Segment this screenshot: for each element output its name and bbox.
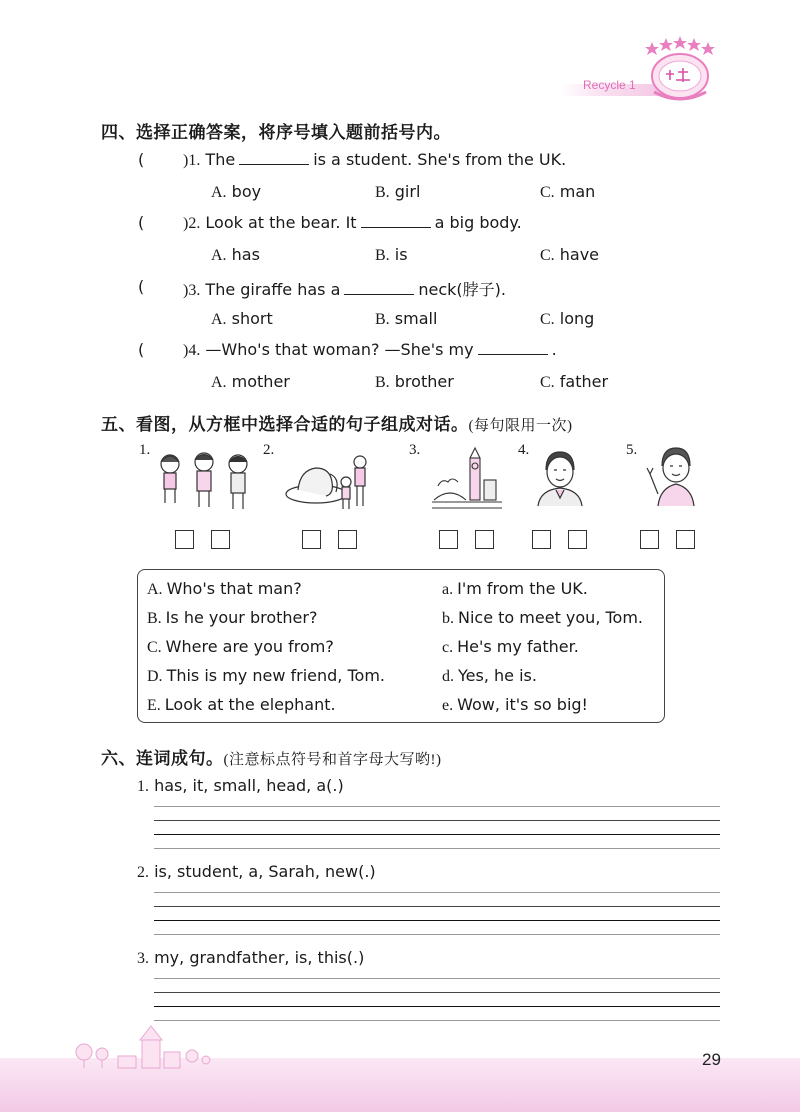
writing-lines-2[interactable] xyxy=(154,892,720,936)
item-words: is, student, a, Sarah, new(.) xyxy=(154,862,376,881)
question-3 xyxy=(183,277,506,300)
option-b[interactable] xyxy=(375,182,420,202)
option-a[interactable] xyxy=(211,372,290,392)
choice-letter: d. xyxy=(442,668,454,685)
answer-paren-open[interactable]: ( xyxy=(138,213,145,232)
choice-text: Is he your brother? xyxy=(165,608,318,627)
question-text-post: neck(脖子). xyxy=(418,280,506,299)
section4-title: 四、选择正确答案，将序号填入题前括号内。 xyxy=(101,123,451,143)
choice-text: Where are you from? xyxy=(165,637,334,656)
choice-letter: b. xyxy=(442,610,454,627)
answer-box-5b[interactable] xyxy=(676,530,695,549)
answer-paren-open[interactable]: ( xyxy=(138,150,145,169)
choice-text: Nice to meet you, Tom. xyxy=(458,608,644,627)
question-1 xyxy=(183,150,566,170)
choice-text: Who's that man? xyxy=(166,579,302,598)
question-text-pre: —Who's that woman? —She's my xyxy=(205,340,474,359)
badge-logo xyxy=(632,30,728,108)
option-text: brother xyxy=(394,372,454,391)
choice-text: Look at the elephant. xyxy=(164,695,336,714)
choice-b xyxy=(442,608,643,628)
question-number: )1. xyxy=(183,152,201,169)
section6-title xyxy=(101,744,442,769)
choice-B xyxy=(147,608,317,628)
item-words: has, it, small, head, a(.) xyxy=(154,776,344,795)
picture-number-1: 1. xyxy=(139,442,151,458)
choice-letter: E. xyxy=(147,697,161,714)
question-text-post: a big body. xyxy=(434,213,522,232)
answer-box-3a[interactable] xyxy=(439,530,458,549)
picture-number-4: 4. xyxy=(518,442,530,458)
picture-number-2: 2. xyxy=(263,442,275,458)
option-letter: A. xyxy=(211,311,227,328)
fill-blank xyxy=(361,213,431,228)
answer-box-2b[interactable] xyxy=(338,530,357,549)
question-number: )2. xyxy=(183,215,201,232)
option-letter: A. xyxy=(211,247,227,264)
option-text: girl xyxy=(394,182,421,201)
choice-text: This is my new friend, Tom. xyxy=(166,666,385,685)
section5-title-text: 五、看图，从方框中选择合适的句子组成对话。 xyxy=(101,415,469,435)
option-letter: B. xyxy=(375,311,390,328)
illustration-london-big-ben xyxy=(430,446,504,514)
choice-text: I'm from the UK. xyxy=(457,579,588,598)
choice-letter: a. xyxy=(442,581,454,598)
question-number: )3. xyxy=(183,282,201,299)
word-sort-item-2 xyxy=(137,862,376,882)
choice-letter: D. xyxy=(147,668,163,685)
answer-box-5a[interactable] xyxy=(640,530,659,549)
option-b[interactable] xyxy=(375,372,454,392)
option-text: mother xyxy=(231,372,290,391)
answer-paren-open[interactable]: ( xyxy=(138,277,145,296)
footer-castle-decoration xyxy=(70,1022,220,1070)
option-letter: C. xyxy=(540,374,555,391)
option-letter: C. xyxy=(540,311,555,328)
option-c[interactable] xyxy=(540,372,608,392)
option-text: long xyxy=(559,309,595,328)
answer-paren-open[interactable]: ( xyxy=(138,340,145,359)
picture-number-5: 5. xyxy=(626,442,638,458)
option-letter: A. xyxy=(211,184,227,201)
choice-d xyxy=(442,666,537,686)
option-text: has xyxy=(231,245,260,264)
option-c[interactable] xyxy=(540,245,599,265)
option-letter: B. xyxy=(375,374,390,391)
question-text-post: . xyxy=(551,340,557,359)
choice-text: Wow, it's so big! xyxy=(457,695,588,714)
question-text-pre: The xyxy=(205,150,236,169)
item-words: my, grandfather, is, this(.) xyxy=(154,948,365,967)
writing-lines-1[interactable] xyxy=(154,806,720,850)
answer-box-1b[interactable] xyxy=(211,530,230,549)
answer-box-2a[interactable] xyxy=(302,530,321,549)
option-a[interactable] xyxy=(211,309,273,329)
option-a[interactable] xyxy=(211,245,260,265)
option-c[interactable] xyxy=(540,309,594,329)
option-letter: B. xyxy=(375,247,390,264)
answer-box-4a[interactable] xyxy=(532,530,551,549)
choice-text: Yes, he is. xyxy=(458,666,537,685)
fill-blank xyxy=(239,150,309,165)
question-4 xyxy=(183,340,557,360)
choice-A xyxy=(147,579,302,599)
option-letter: C. xyxy=(540,247,555,264)
writing-lines-3[interactable] xyxy=(154,978,720,1022)
item-number: 2. xyxy=(137,864,149,881)
section6-title-text: 六、连词成句。 xyxy=(101,749,224,769)
choice-e xyxy=(442,695,588,715)
option-letter: C. xyxy=(540,184,555,201)
section5-title xyxy=(101,410,573,435)
choice-letter: C. xyxy=(147,639,162,656)
option-letter: B. xyxy=(375,184,390,201)
choice-D xyxy=(147,666,385,686)
answer-box-4b[interactable] xyxy=(568,530,587,549)
fill-blank xyxy=(344,280,414,295)
section6-note: (注意标点符号和首字母大写哟!) xyxy=(223,752,442,768)
question-number: )4. xyxy=(183,342,201,359)
illustration-boy-waving xyxy=(644,444,704,508)
word-sort-item-1 xyxy=(137,776,344,796)
option-b[interactable] xyxy=(375,309,437,329)
page-number: 29 xyxy=(702,1050,721,1069)
answer-box-1a[interactable] xyxy=(175,530,194,549)
question-text-post: is a student. She's from the UK. xyxy=(313,150,567,169)
option-text: is xyxy=(394,245,408,264)
section5-note: (每句限用一次) xyxy=(468,418,573,434)
choice-E xyxy=(147,695,336,715)
option-text: short xyxy=(231,309,273,328)
option-a[interactable] xyxy=(211,182,261,202)
choice-C xyxy=(147,637,334,657)
choice-letter: B. xyxy=(147,610,162,627)
option-b[interactable] xyxy=(375,245,408,265)
item-number: 3. xyxy=(137,950,149,967)
illustration-three-kids xyxy=(150,444,258,516)
choice-text: He's my father. xyxy=(457,637,579,656)
choice-letter: e. xyxy=(442,697,454,714)
question-2 xyxy=(183,213,522,233)
option-text: father xyxy=(559,372,609,391)
fill-blank xyxy=(478,340,548,355)
unit-label: Recycle 1 xyxy=(583,78,636,92)
option-letter: A. xyxy=(211,374,227,391)
choice-letter: c. xyxy=(442,639,454,656)
word-sort-item-3 xyxy=(137,948,364,968)
option-c[interactable] xyxy=(540,182,595,202)
choice-letter: A. xyxy=(147,581,163,598)
choice-a xyxy=(442,579,588,599)
illustration-father-portrait xyxy=(532,446,588,508)
illustration-elephant-zoo xyxy=(282,448,382,514)
option-text: boy xyxy=(231,182,262,201)
option-text: have xyxy=(559,245,600,264)
item-number: 1. xyxy=(137,778,149,795)
option-text: man xyxy=(559,182,596,201)
choice-c xyxy=(442,637,579,657)
question-text-pre: The giraffe has a xyxy=(205,280,341,299)
picture-number-3: 3. xyxy=(409,442,421,458)
answer-box-3b[interactable] xyxy=(475,530,494,549)
question-text-pre: Look at the bear. It xyxy=(205,213,357,232)
option-text: small xyxy=(394,309,438,328)
